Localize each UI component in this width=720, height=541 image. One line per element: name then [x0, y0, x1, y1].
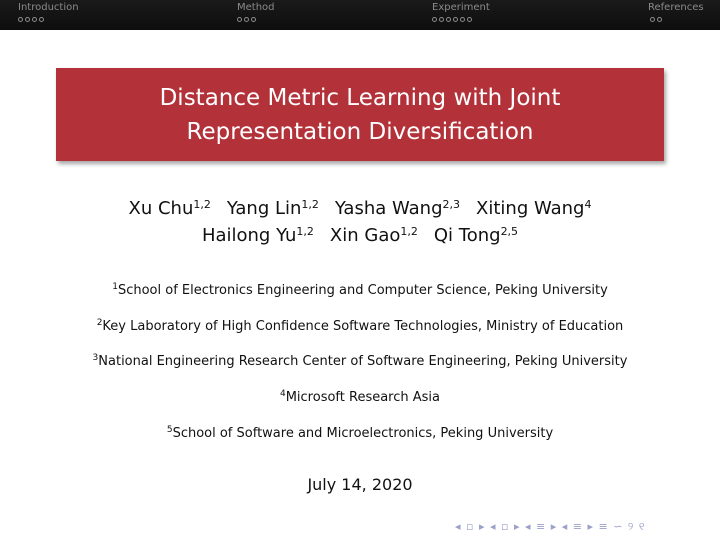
nav-dots-references	[650, 17, 662, 22]
affiliation-text: National Engineering Research Center of Software Engineering, Peking University	[98, 354, 628, 369]
author-affil-sup: 1,2	[193, 198, 211, 211]
frame-dot[interactable]	[237, 17, 242, 22]
frame-dot[interactable]	[467, 17, 472, 22]
author-name: Yasha Wang	[334, 198, 443, 219]
frame-dot[interactable]	[25, 17, 30, 22]
nav-dots-method	[237, 17, 256, 22]
frame-dot[interactable]	[18, 17, 23, 22]
frame-dot[interactable]	[460, 17, 465, 22]
author-affil-sup: 2,3	[442, 198, 461, 211]
affiliation-3	[0, 354, 720, 369]
author-affil-sup: 2,5	[500, 225, 519, 238]
affiliation-num: 5	[166, 425, 173, 435]
frame-dot[interactable]	[650, 17, 655, 22]
presentation-date: July 14, 2020	[307, 475, 413, 494]
section-navigation-bar	[0, 0, 720, 30]
affiliation-num: 4	[279, 389, 286, 399]
nav-section-method[interactable]	[237, 2, 275, 13]
frame-dot[interactable]	[446, 17, 451, 22]
affiliation-num: 1	[112, 282, 118, 292]
beamer-navigation-symbols[interactable]: ◂ ▫ ▸ ◂ ▫ ▸ ◂ ≡ ▸ ◂ ≡ ▸ ≡ ∽ ୨ ୧	[455, 520, 646, 533]
author-name: Xiting Wang	[476, 198, 585, 219]
frame-dot[interactable]	[244, 17, 249, 22]
nav-section-references[interactable]	[648, 2, 704, 13]
author-affil-sup: 4	[584, 198, 592, 211]
authors-line-2	[0, 225, 720, 246]
frame-dot[interactable]	[251, 17, 256, 22]
author-affil-sup: 1,2	[296, 225, 314, 238]
author	[202, 225, 314, 246]
frame-dot[interactable]	[439, 17, 444, 22]
nav-section-label[interactable]: Introduction	[18, 2, 79, 13]
affiliation-text: School of Software and Microelectronics, Peking University	[172, 426, 554, 441]
nav-section-label[interactable]: References	[648, 2, 704, 13]
nav-dots-experiment	[432, 17, 472, 22]
author	[129, 198, 211, 219]
affiliation-2	[0, 319, 720, 334]
affiliation-text: Key Laboratory of High Confidence Software Technologies, Ministry of Education	[102, 319, 624, 334]
affiliation-num: 2	[96, 318, 103, 328]
frame-dot[interactable]	[657, 17, 662, 22]
affiliation-num: 3	[92, 353, 99, 363]
authors-line-1	[0, 198, 720, 219]
frame-dot[interactable]	[432, 17, 437, 22]
affiliation-text: Microsoft Research Asia	[285, 390, 441, 405]
author-name: Qi Tong	[433, 225, 501, 246]
author-name: Yang Lin	[226, 198, 302, 219]
title-box	[56, 68, 664, 161]
author-affil-sup: 1,2	[400, 225, 418, 238]
author	[227, 198, 319, 219]
author	[330, 225, 418, 246]
frame-dot[interactable]	[32, 17, 37, 22]
affiliation-5	[0, 426, 720, 441]
nav-section-experiment[interactable]	[432, 2, 490, 13]
author-name: Hailong Yu	[201, 225, 297, 246]
nav-dots-introduction	[18, 17, 44, 22]
frame-dot[interactable]	[39, 17, 44, 22]
affiliation-4	[0, 390, 720, 405]
nav-section-introduction[interactable]	[18, 2, 79, 13]
author	[434, 225, 518, 246]
nav-section-label[interactable]: Experiment	[432, 2, 490, 13]
title-line-1: Distance Metric Learning with Joint	[159, 84, 561, 111]
affiliation-1	[0, 283, 720, 298]
author-affil-sup: 1,2	[301, 198, 319, 211]
nav-section-label[interactable]: Method	[237, 2, 275, 13]
frame-dot[interactable]	[453, 17, 458, 22]
author	[476, 198, 591, 219]
title-line-2: Representation Diversification	[186, 118, 534, 145]
affiliation-text: School of Electronics Engineering and Computer Science, Peking University	[117, 283, 608, 298]
author-name: Xin Gao	[329, 225, 401, 246]
author-name: Xu Chu	[128, 198, 194, 219]
author	[335, 198, 460, 219]
